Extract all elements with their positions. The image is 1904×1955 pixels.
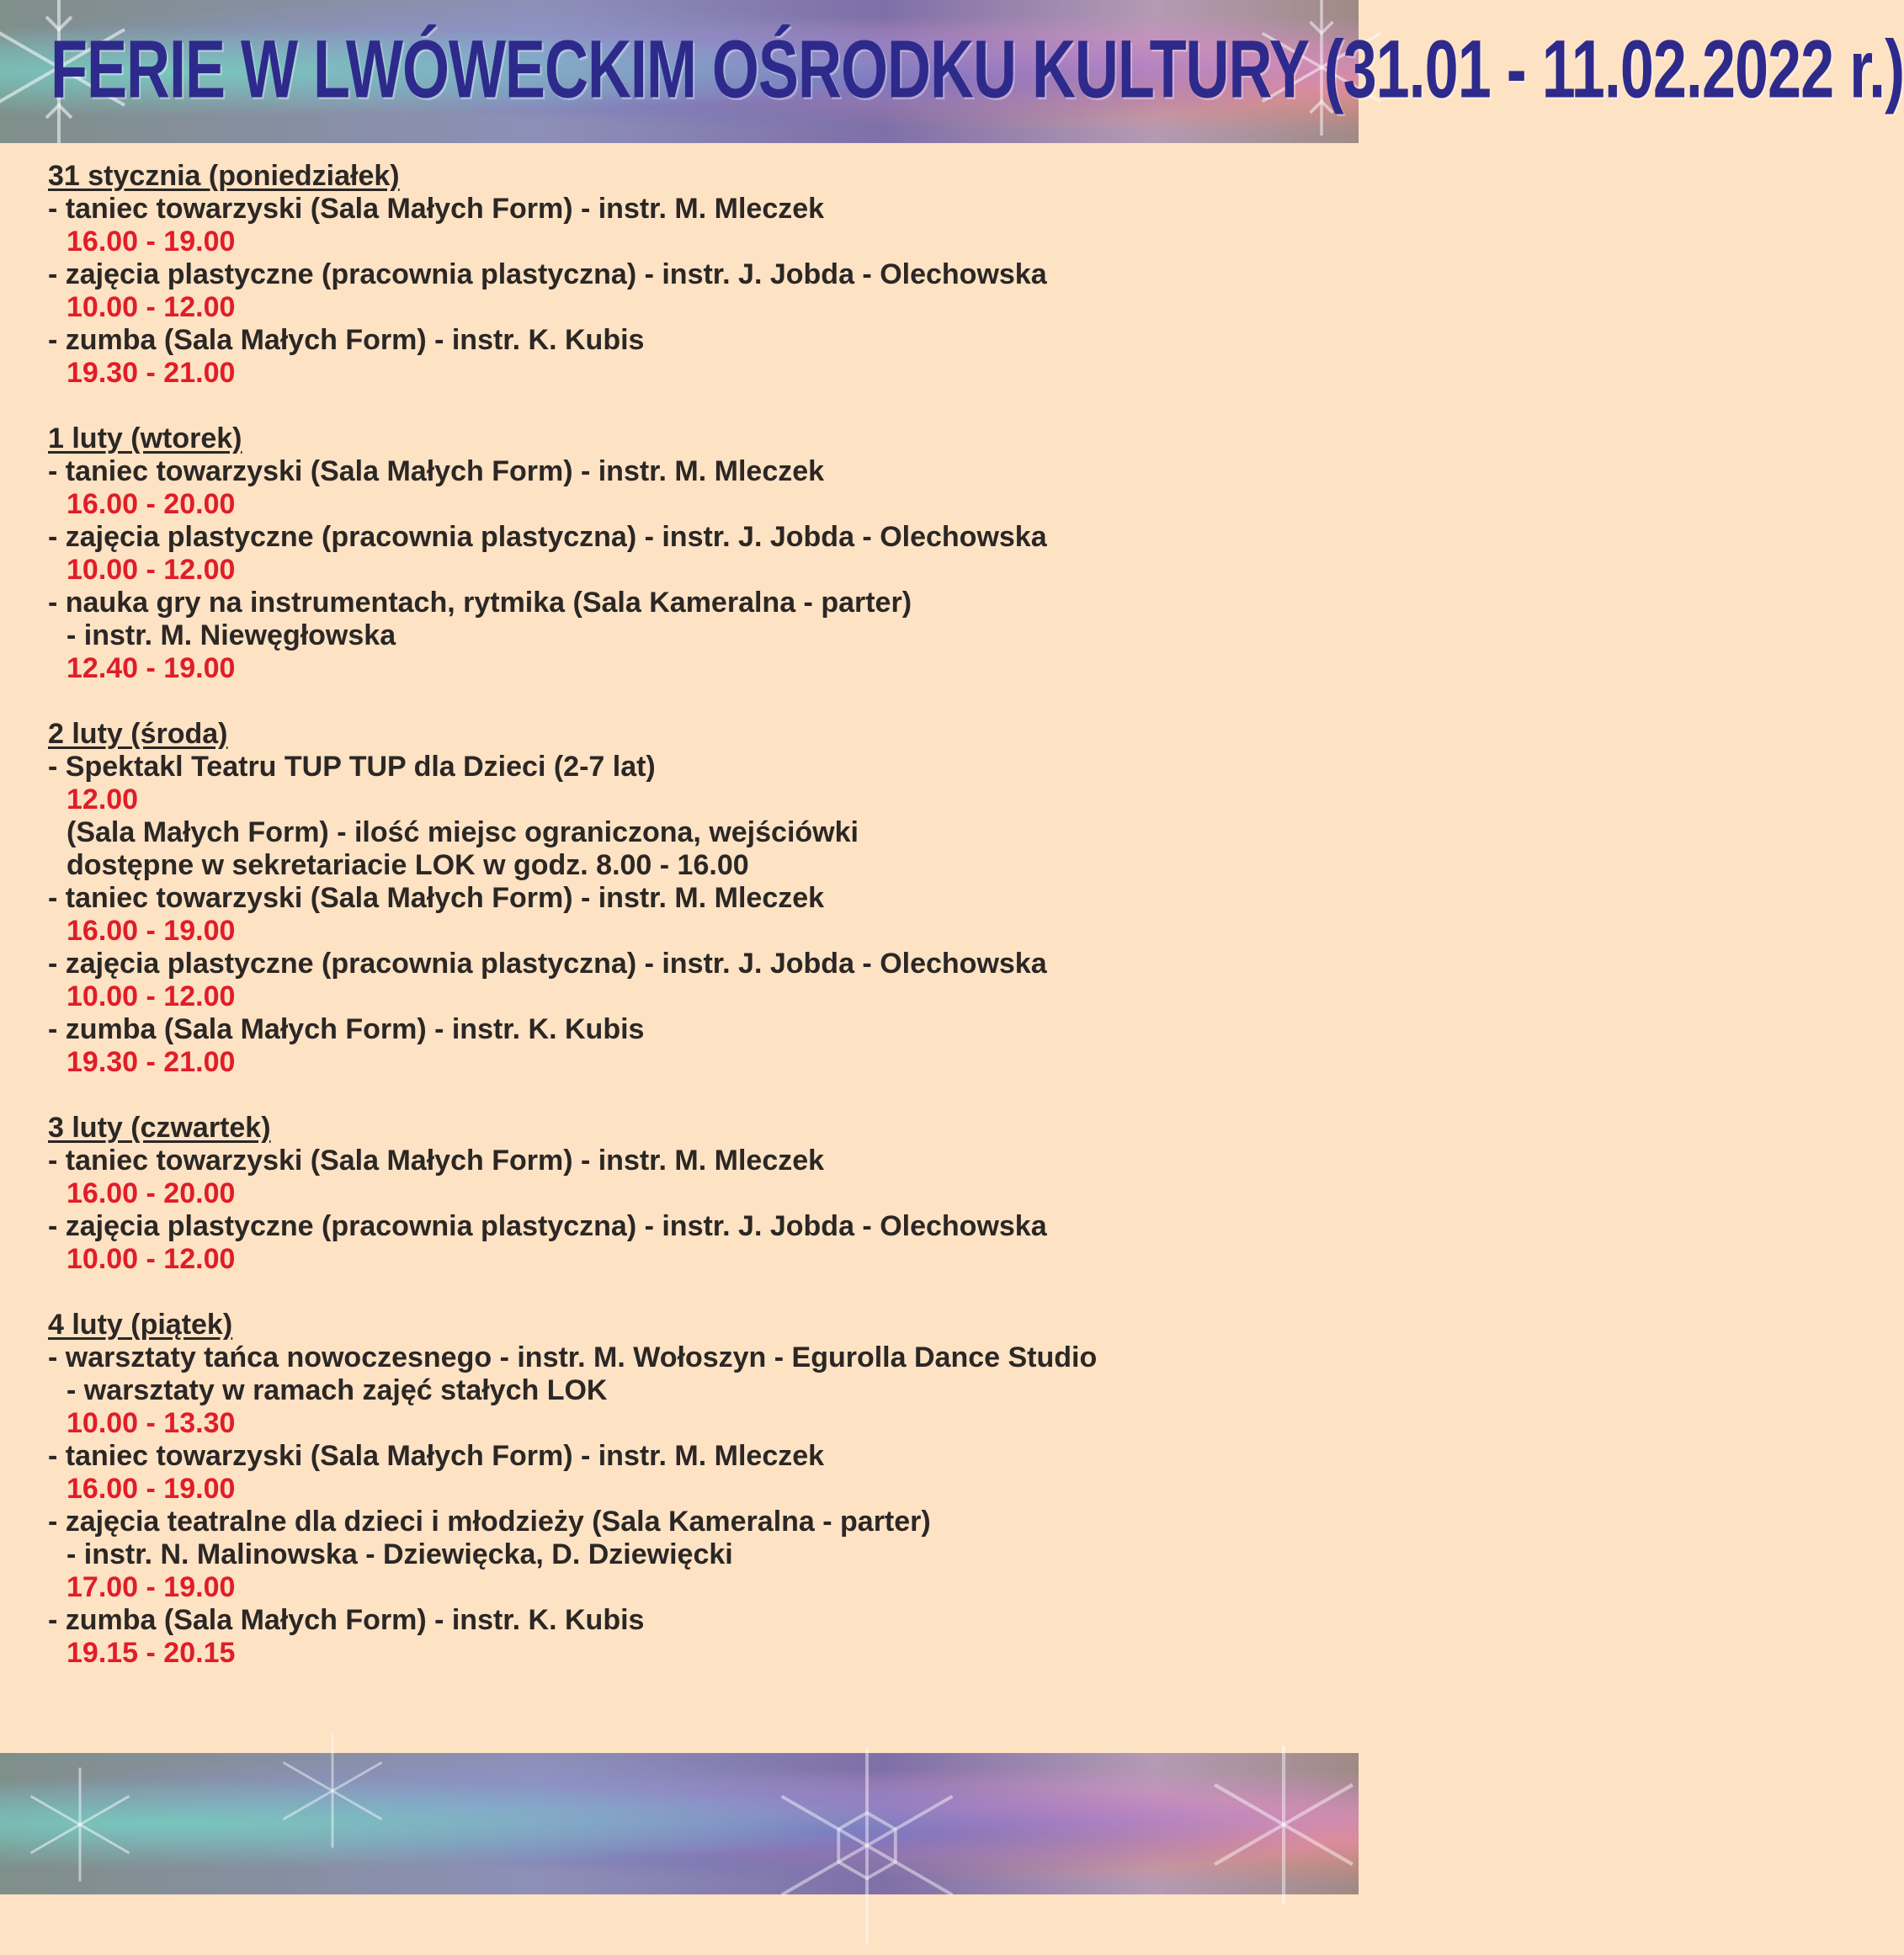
time-range: 19.15 - 20.15 bbox=[66, 1637, 236, 1669]
footer-banner bbox=[0, 1753, 1359, 1894]
time-range: 10.00 - 12.00 bbox=[66, 554, 236, 586]
activity-detail: (Sala Małych Form) - ilość miejsc ograniczona, wejściówki bbox=[66, 816, 859, 848]
activity-item: - taniec towarzyski (Sala Małych Form) - instr. M. Mleczek bbox=[48, 1440, 825, 1472]
time-range: 19.30 - 21.00 bbox=[66, 1046, 236, 1078]
day-heading: 4 luty (piątek) bbox=[48, 1309, 233, 1341]
time-range: 10.00 - 12.00 bbox=[66, 980, 236, 1012]
time-range: 12.00 bbox=[66, 784, 139, 815]
snowflake-icon bbox=[758, 1736, 976, 1955]
time-range: 19.30 - 21.00 bbox=[66, 357, 236, 389]
time-range: 17.00 - 19.00 bbox=[66, 1571, 236, 1603]
activity-detail: - instr. M. Niewęgłowska bbox=[66, 619, 396, 651]
activity-item: - zumba (Sala Małych Form) - instr. K. Kubis bbox=[48, 1013, 645, 1045]
time-range: 10.00 - 12.00 bbox=[66, 291, 236, 323]
time-range: 16.00 - 19.00 bbox=[66, 915, 236, 947]
day-heading: 1 luty (wtorek) bbox=[48, 422, 242, 454]
activity-item: - zumba (Sala Małych Form) - instr. K. Kubis bbox=[48, 1604, 645, 1636]
day-block bbox=[48, 718, 1327, 1079]
day-heading: 31 stycznia (poniedziałek) bbox=[48, 160, 400, 192]
time-range: 16.00 - 20.00 bbox=[66, 1177, 236, 1209]
day-block bbox=[48, 160, 1327, 390]
activity-item: - zajęcia plastyczne (pracownia plastyczna) - instr. J. Jobda - Olechowska bbox=[48, 1210, 1047, 1242]
time-range: 16.00 - 19.00 bbox=[66, 1473, 236, 1505]
activity-item: - taniec towarzyski (Sala Małych Form) - instr. M. Mleczek bbox=[48, 455, 825, 487]
activity-item: - taniec towarzyski (Sala Małych Form) - instr. M. Mleczek bbox=[48, 1145, 825, 1177]
time-range: 16.00 - 20.00 bbox=[66, 488, 236, 520]
activity-item: - zajęcia plastyczne (pracownia plastyczna) - instr. J. Jobda - Olechowska bbox=[48, 258, 1047, 290]
time-range: 12.40 - 19.00 bbox=[66, 652, 236, 684]
day-heading: 2 luty (środa) bbox=[48, 718, 228, 750]
activity-item: - warsztaty tańca nowoczesnego - instr. M. Wołoszyn - Egurolla Dance Studio bbox=[48, 1341, 1098, 1373]
snowflake-icon bbox=[269, 1728, 396, 1854]
activity-detail: - warsztaty w ramach zajęć stałych LOK bbox=[66, 1374, 608, 1406]
header-banner bbox=[0, 0, 1904, 143]
activity-item: - zumba (Sala Małych Form) - instr. K. Kubis bbox=[48, 324, 645, 356]
time-range: 10.00 - 13.30 bbox=[66, 1407, 236, 1439]
activity-item: - zajęcia plastyczne (pracownia plastyczna) - instr. J. Jobda - Olechowska bbox=[48, 521, 1047, 553]
activity-detail: - instr. N. Malinowska - Dziewięcka, D. Dziewięcki bbox=[66, 1538, 733, 1570]
day-block bbox=[48, 1309, 1327, 1670]
snowflake-icon bbox=[17, 1761, 143, 1888]
day-block bbox=[48, 1112, 1327, 1276]
activity-item: - taniec towarzyski (Sala Małych Form) - instr. M. Mleczek bbox=[48, 882, 825, 914]
time-range: 10.00 - 12.00 bbox=[66, 1243, 236, 1275]
schedule bbox=[48, 160, 1327, 1703]
activity-detail: dostępne w sekretariacie LOK w godz. 8.00 - 16.00 bbox=[66, 849, 749, 881]
activity-item: - nauka gry na instrumentach, rytmika (Sala Kameralna - parter) bbox=[48, 587, 912, 619]
day-block bbox=[48, 422, 1327, 685]
activity-item: - taniec towarzyski (Sala Małych Form) - instr. M. Mleczek bbox=[48, 193, 825, 225]
activity-item: - zajęcia plastyczne (pracownia plastyczna) - instr. J. Jobda - Olechowska bbox=[48, 948, 1047, 980]
activity-item: - Spektakl Teatru TUP TUP dla Dzieci (2-7 lat) bbox=[48, 751, 656, 783]
activity-item: - zajęcia teatralne dla dzieci i młodzieży (Sala Kameralna - parter) bbox=[48, 1506, 931, 1538]
time-range: 16.00 - 19.00 bbox=[66, 226, 236, 258]
snowflake-icon bbox=[1195, 1736, 1372, 1913]
day-heading: 3 luty (czwartek) bbox=[48, 1112, 271, 1144]
page-title: FERIE W LWÓWECKIM OŚRODKU KULTURY (31.01 - 11.02.2022 r.) bbox=[51, 24, 1904, 115]
